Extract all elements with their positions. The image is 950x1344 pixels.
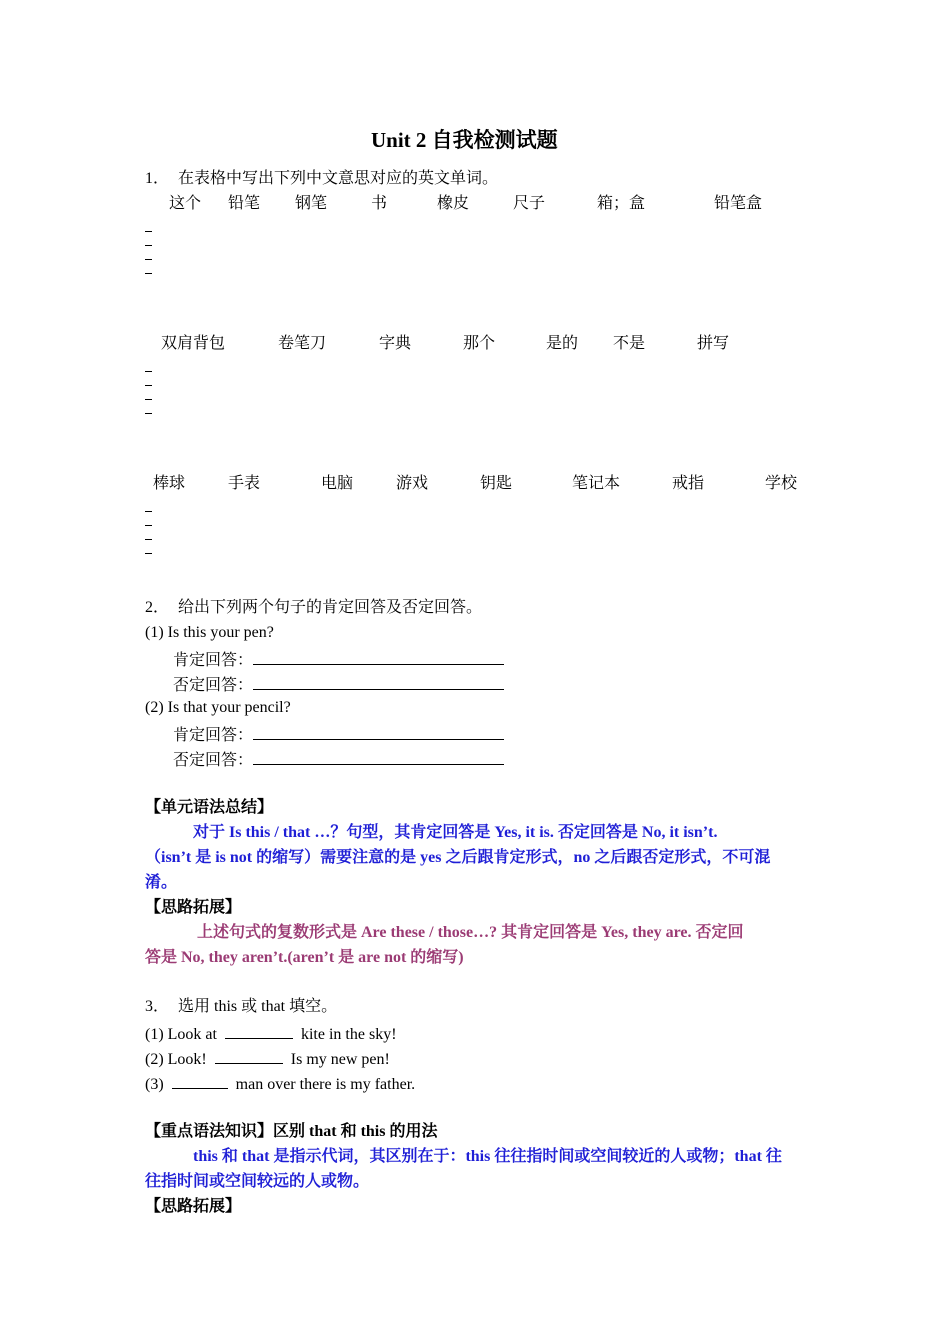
q2-prompt: 给出下列两个句子的肯定回答及否定回答。 — [178, 599, 483, 616]
answer-dash[interactable] — [145, 413, 152, 414]
answer-dash[interactable] — [145, 259, 152, 260]
answer-dash[interactable] — [145, 273, 152, 274]
sentence-start: (2) Look! — [145, 1051, 207, 1068]
q3-sentence-1 — [145, 1024, 397, 1043]
word-cell: 棒球 — [153, 475, 186, 492]
word-cell: 钥匙 — [480, 475, 513, 492]
answer-blank[interactable] — [253, 650, 504, 665]
key-grammar-subtitle: 区别 that 和 this 的用法 — [273, 1123, 438, 1140]
word-cell: 电脑 — [321, 475, 354, 492]
q2-label: 2． — [145, 599, 170, 616]
q2-yes-answer-2 — [173, 725, 504, 744]
fill-blank[interactable] — [225, 1024, 293, 1039]
q2-sentence-1: (1) Is this your pen? — [145, 624, 274, 641]
word-cell: 笔记本 — [572, 475, 621, 492]
q3-sentence-2 — [145, 1049, 390, 1068]
extension-heading-2: 【思路拓展】 — [145, 1198, 242, 1215]
answer-dash[interactable] — [145, 553, 152, 554]
answer-dash[interactable] — [145, 371, 152, 372]
answer-dash[interactable] — [145, 539, 152, 540]
q2-yes-answer-1 — [173, 650, 504, 669]
answer-dash[interactable] — [145, 399, 152, 400]
word-cell: 卷笔刀 — [278, 335, 327, 352]
fill-blank[interactable] — [215, 1049, 283, 1064]
answer-dash[interactable] — [145, 231, 152, 232]
key-grammar-line: 往指时间或空间较远的人或物。 — [145, 1173, 370, 1190]
sentence-end: Is my new pen! — [290, 1051, 390, 1068]
word-cell: 手表 — [228, 475, 261, 492]
answer-dash[interactable] — [145, 245, 152, 246]
key-grammar-heading — [145, 1124, 437, 1140]
word-cell: 箱；盒 — [597, 195, 646, 212]
answer-blank[interactable] — [253, 725, 504, 740]
word-cell: 字典 — [379, 335, 412, 352]
answer-dash[interactable] — [145, 511, 152, 512]
word-cell: 游戏 — [396, 475, 429, 492]
yes-label: 肯定回答： — [173, 727, 254, 744]
q3-sentence-3 — [145, 1074, 415, 1093]
sentence-start: (1) Look at — [145, 1026, 217, 1043]
word-cell: 双肩背包 — [161, 335, 226, 352]
key-grammar-title: 【重点语法知识】 — [145, 1123, 274, 1140]
answer-blank[interactable] — [253, 750, 504, 765]
q2-no-answer-1 — [173, 675, 504, 694]
q3-prompt: 选用 this 或 that 填空。 — [178, 998, 338, 1015]
no-label: 否定回答： — [173, 677, 254, 694]
sentence-end: kite in the sky! — [300, 1026, 397, 1043]
word-cell: 铅笔盒 — [714, 195, 763, 212]
grammar-summary-line: 淆。 — [145, 874, 178, 891]
grammar-summary-line: 对于 Is this / that …？句型，其肯定回答是 Yes, it is. 否定回答是 No, it isn’t. — [193, 824, 718, 841]
word-cell: 戒指 — [672, 475, 705, 492]
word-cell: 这个 — [169, 195, 202, 212]
word-cell: 是的 — [546, 335, 579, 352]
answer-blank[interactable] — [253, 675, 504, 690]
yes-label: 肯定回答： — [173, 652, 254, 669]
grammar-summary-heading: 【单元语法总结】 — [145, 799, 274, 816]
word-cell: 那个 — [463, 335, 496, 352]
word-cell: 书 — [371, 195, 388, 212]
extension-line: 上述句式的复数形式是 Are these / those…? 其肯定回答是 Yes, they are. 否定回 — [197, 924, 744, 941]
q3-label: 3． — [145, 998, 170, 1015]
sentence-end: man over there is my father. — [235, 1076, 416, 1093]
sentence-start: (3) — [145, 1076, 164, 1093]
no-label: 否定回答： — [173, 752, 254, 769]
word-cell: 拼写 — [697, 335, 730, 352]
word-cell: 尺子 — [513, 195, 546, 212]
answer-dash[interactable] — [145, 525, 152, 526]
key-grammar-line: this 和 that 是指示代词，其区别在于：this 往往指时间或空间较近的人或物；that 往 — [193, 1148, 782, 1165]
word-cell: 橡皮 — [437, 195, 470, 212]
q1-label: 1． — [145, 170, 170, 187]
word-cell: 钢笔 — [295, 195, 328, 212]
q2-sentence-2: (2) Is that your pencil? — [145, 699, 291, 716]
q1-prompt: 在表格中写出下列中文意思对应的英文单词。 — [178, 170, 499, 187]
fill-blank[interactable] — [172, 1074, 228, 1089]
grammar-summary-line: （isn’t 是 is not 的缩写）需要注意的是 yes 之后跟肯定形式，no 之后跟否定形式，不可混 — [145, 849, 771, 866]
extension-heading: 【思路拓展】 — [145, 899, 242, 916]
extension-line: 答是 No, they aren’t.(aren’t 是 are not 的缩写) — [145, 949, 464, 966]
page-title: Unit 2 自我检测试题 — [371, 128, 558, 152]
word-cell: 不是 — [613, 335, 646, 352]
answer-dash[interactable] — [145, 385, 152, 386]
word-cell: 铅笔 — [228, 195, 261, 212]
q2-no-answer-2 — [173, 750, 504, 769]
word-cell: 学校 — [765, 475, 798, 492]
